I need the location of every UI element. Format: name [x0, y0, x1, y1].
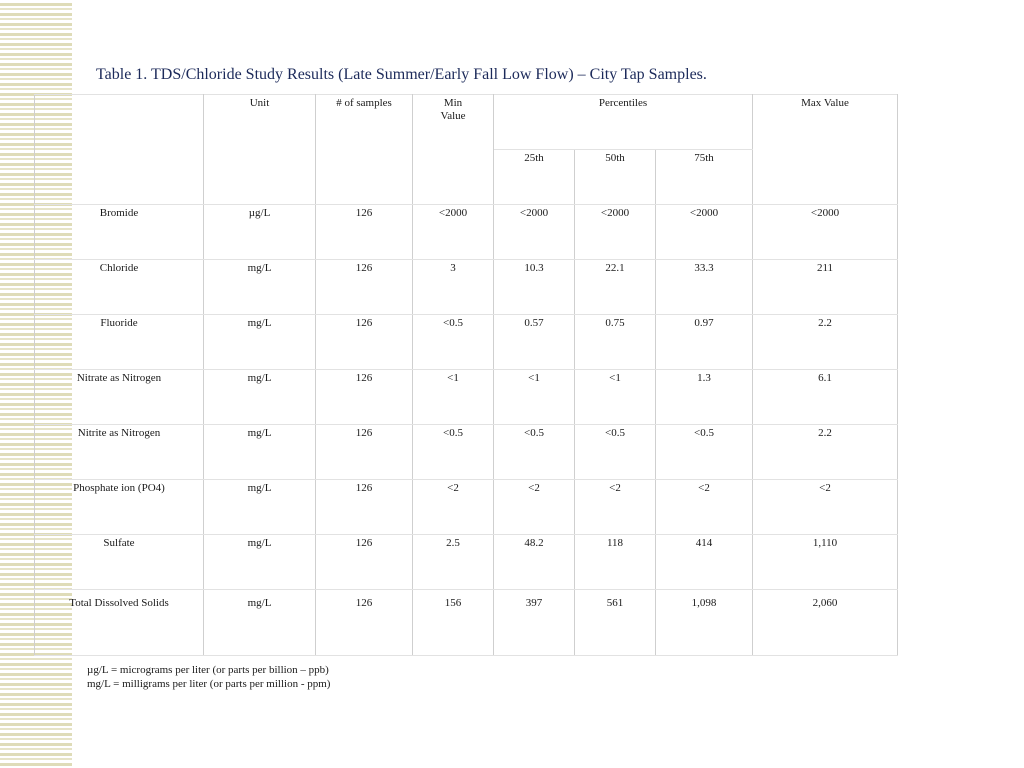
table-row: [35, 205, 898, 260]
header-row-1: [35, 95, 898, 150]
row-unit: mg/L: [204, 315, 316, 370]
table-row: [35, 425, 898, 480]
row-min: 2.5: [413, 535, 494, 590]
row-min: <0.5: [413, 315, 494, 370]
row-unit: µg/L: [204, 205, 316, 260]
row-samples: 126: [316, 315, 413, 370]
row-p75: 1,098: [656, 590, 753, 656]
row-unit: mg/L: [204, 480, 316, 535]
row-p50: <0.5: [575, 425, 656, 480]
row-unit: mg/L: [204, 370, 316, 425]
row-p25: 397: [494, 590, 575, 656]
row-min: <0.5: [413, 425, 494, 480]
row-unit: mg/L: [204, 590, 316, 656]
header-min-line2: Value: [440, 110, 466, 122]
row-samples: 126: [316, 205, 413, 260]
table-row: [35, 315, 898, 370]
footnote-mg-per-liter: mg/L = milligrams per liter (or parts per million - ppm): [87, 678, 331, 690]
header-blank-cell: [35, 95, 204, 205]
row-p50: 22.1: [575, 260, 656, 315]
row-max: 2,060: [753, 590, 898, 656]
header-min-value: [413, 95, 494, 205]
row-max: <2: [753, 480, 898, 535]
row-name: Chloride: [35, 260, 204, 315]
row-name: Fluoride: [35, 315, 204, 370]
header-p75: 75th: [656, 150, 753, 205]
row-max: 2.2: [753, 315, 898, 370]
row-p50: 561: [575, 590, 656, 656]
row-unit: mg/L: [204, 260, 316, 315]
table-row: [35, 590, 898, 656]
row-min: 156: [413, 590, 494, 656]
header-samples: # of samples: [316, 95, 413, 205]
table-row: [35, 260, 898, 315]
row-min: 3: [413, 260, 494, 315]
row-p50: <2000: [575, 205, 656, 260]
row-samples: 126: [316, 425, 413, 480]
row-samples: 126: [316, 535, 413, 590]
footnote-ug-per-liter: µg/L = micrograms per liter (or parts per billion – ppb): [87, 664, 329, 676]
row-p25: 0.57: [494, 315, 575, 370]
row-max: 211: [753, 260, 898, 315]
row-min: <1: [413, 370, 494, 425]
row-p25: 48.2: [494, 535, 575, 590]
row-p75: <2: [656, 480, 753, 535]
row-samples: 126: [316, 370, 413, 425]
row-max: 1,110: [753, 535, 898, 590]
results-table: [34, 94, 898, 656]
row-p25: <2: [494, 480, 575, 535]
table-title: Table 1. TDS/Chloride Study Results (Late Summer/Early Fall Low Flow) – City Tap Samples.: [96, 66, 707, 83]
row-p25: 10.3: [494, 260, 575, 315]
header-unit: Unit: [204, 95, 316, 205]
row-unit: mg/L: [204, 425, 316, 480]
row-p25: <0.5: [494, 425, 575, 480]
header-p25: 25th: [494, 150, 575, 205]
footnotes: [87, 663, 330, 691]
row-min: <2: [413, 480, 494, 535]
table-row: [35, 480, 898, 535]
row-p75: 33.3: [656, 260, 753, 315]
row-p25: <2000: [494, 205, 575, 260]
row-p75: <2000: [656, 205, 753, 260]
row-name: Nitrite as Nitrogen: [35, 425, 204, 480]
row-p50: 0.75: [575, 315, 656, 370]
row-name: Phosphate ion (PO4): [35, 480, 204, 535]
row-max: 2.2: [753, 425, 898, 480]
row-p75: 0.97: [656, 315, 753, 370]
row-p75: 1.3: [656, 370, 753, 425]
row-p50: 118: [575, 535, 656, 590]
row-max: 6.1: [753, 370, 898, 425]
row-p50: <2: [575, 480, 656, 535]
header-min-line1: Min: [443, 97, 463, 109]
header-p50: 50th: [575, 150, 656, 205]
row-p25: <1: [494, 370, 575, 425]
row-samples: 126: [316, 590, 413, 656]
row-name: Total Dissolved Solids: [35, 590, 204, 656]
row-unit: mg/L: [204, 535, 316, 590]
row-name: Sulfate: [35, 535, 204, 590]
header-max-value: Max Value: [753, 95, 898, 205]
row-max: <2000: [753, 205, 898, 260]
row-name: Bromide: [35, 205, 204, 260]
row-samples: 126: [316, 480, 413, 535]
row-p75: 414: [656, 535, 753, 590]
row-samples: 126: [316, 260, 413, 315]
table-row: [35, 370, 898, 425]
row-p75: <0.5: [656, 425, 753, 480]
row-min: <2000: [413, 205, 494, 260]
table-row: [35, 535, 898, 590]
header-percentiles: Percentiles: [494, 95, 753, 150]
row-p50: <1: [575, 370, 656, 425]
row-name: Nitrate as Nitrogen: [35, 370, 204, 425]
